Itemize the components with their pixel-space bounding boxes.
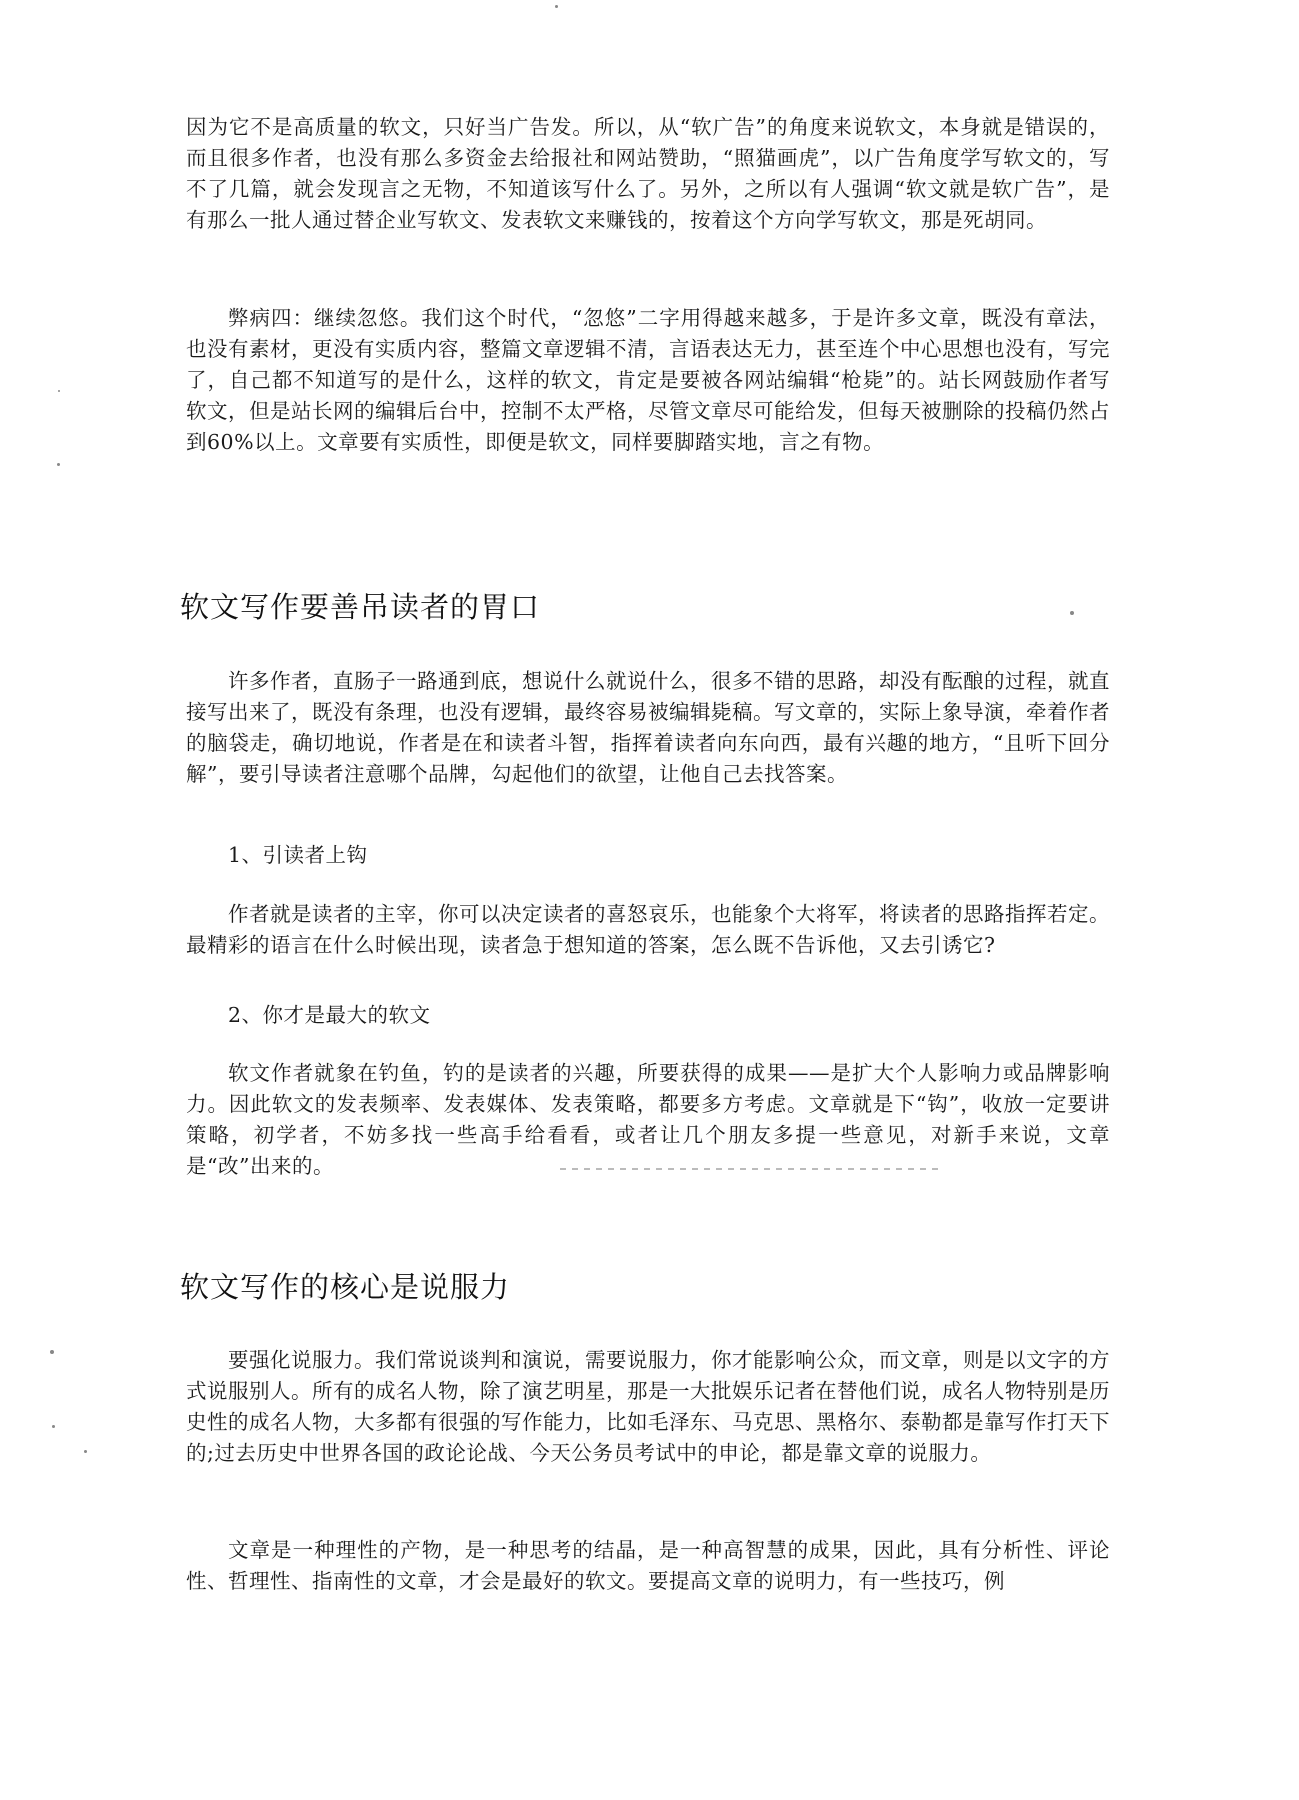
- paragraph-fishing: 软文作者就象在钓鱼，钓的是读者的兴趣，所要获得的成果——是扩大个人影响力或品牌影响力。因此软文的发表频率、发表媒体、发表策略，都要多方考虑。文章就是下“钩”，收放一定要讲策略，初学者，不妨多找一些高手给看看，或者让几个朋友多提一些意见，对新手来说，文章是“改”出来的。: [186, 1061, 1110, 1178]
- scan-speck: [52, 1425, 55, 1428]
- scan-speck: [555, 5, 558, 8]
- subheading-hook-readers: 1、引读者上钩: [228, 843, 368, 867]
- scan-speck: [84, 1450, 87, 1453]
- scan-speck: [58, 390, 60, 392]
- scan-speck: [1070, 611, 1074, 615]
- paragraph-intro: 许多作者，直肠子一路通到底，想说什么就说什么，很多不错的思路，却没有酝酿的过程，就直接写出来了，既没有条理，也没有逻辑，最终容易被编辑毙稿。写文章的，实际上象导演，牵着作者的脑袋走，确切地说，作者是在和读者斗智，指挥着读者向东向西，最有兴趣的地方，“且听下回分解”，要引导读者注意哪个品牌，勾起他们的欲望，让他自己去找答案。: [186, 669, 1110, 786]
- section-1: [186, 112, 1110, 236]
- scan-dotted-line: [560, 1168, 940, 1170]
- section-2-paragraph-1: [186, 666, 1110, 790]
- section-1-paragraph-2: [186, 303, 1110, 458]
- section-heading-persuasion: 软文写作的核心是说服力: [180, 1270, 511, 1304]
- paragraph-drawback-four: 弊病四：继续忽悠。我们这个时代，“忽悠”二字用得越来越多，于是许多文章，既没有章法，也没有素材，更没有实质内容，整篇文章逻辑不清，言语表达无力，甚至连个中心思想也没有，写完了，自己都不知道写的是什么，这样的软文，肯定是要被各网站编辑“枪毙”的。站长网鼓励作者写软文，但是站长网的编辑后台中，控制不太严格，尽管文章尽可能给发，但每天被删除的投稿仍然占到60%以上。文章要有实质性，即便是软文，同样要脚踏实地，言之有物。: [186, 306, 1110, 454]
- subheading-you-are-softtext: 2、你才是最大的软文: [228, 1003, 431, 1027]
- paragraph-continued: 因为它不是高质量的软文，只好当广告发。所以，从“软广告”的角度来说软文，本身就是错误的，而且很多作者，也没有那么多资金去给报社和网站赞助，“照猫画虎”，以广告角度学写软文的，写不了几篇，就会发现言之无物，不知道该写什么了。另外，之所以有人强调“软文就是软广告”，是有那么一批人通过替企业写软文、发表软文来赚钱的，按着这个方向学写软文，那是死胡同。: [186, 115, 1110, 232]
- paragraph-author-master: 作者就是读者的主宰，你可以决定读者的喜怒哀乐，也能象个大将军，将读者的思路指挥若定。最精彩的语言在什么时候出现，读者急于想知道的答案，怎么既不告诉他，又去引诱它?: [186, 902, 1110, 957]
- section-3-paragraph-1: [186, 1345, 1110, 1469]
- section-3-paragraph-2: [186, 1535, 1110, 1597]
- scan-speck: [50, 1350, 54, 1354]
- section-2-paragraph-2: [186, 899, 1110, 961]
- section-2-paragraph-3: [186, 1058, 1110, 1182]
- section-heading-reader-appetite: 软文写作要善吊读者的胃口: [180, 590, 541, 624]
- paragraph-rational-product: 文章是一种理性的产物，是一种思考的结晶，是一种高智慧的成果，因此，具有分析性、评论性、哲理性、指南性的文章，才会是最好的软文。要提高文章的说明力，有一些技巧，例: [186, 1538, 1110, 1593]
- paragraph-persuasion: 要强化说服力。我们常说谈判和演说，需要说服力，你才能影响公众，而文章，则是以文字的方式说服别人。所有的成名人物，除了演艺明星，那是一大批娱乐记者在替他们说，成名人物特别是历史性的成名人物，大多都有很强的写作能力，比如毛泽东、马克思、黑格尔、泰勒都是靠写作打天下的;过去历史中世界各国的政论论战、今天公务员考试中的申论，都是靠文章的说服力。: [186, 1348, 1110, 1465]
- scan-speck: [57, 463, 60, 466]
